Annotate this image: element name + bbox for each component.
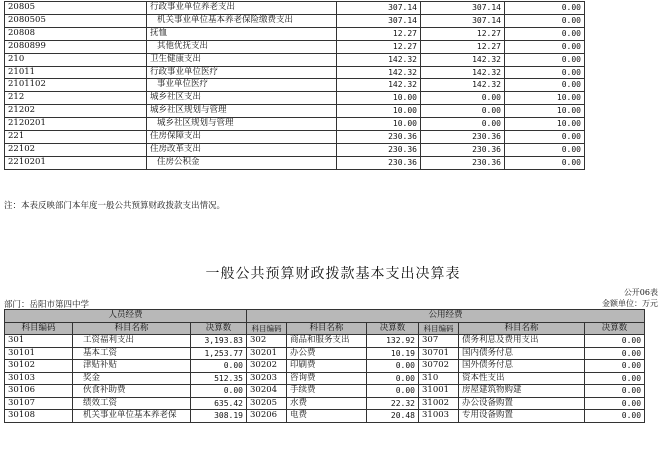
public-code-2: 31002	[419, 397, 459, 410]
personnel-name: 基本工资	[73, 347, 191, 360]
form-number: 公开06表	[623, 288, 658, 297]
row-total: 10.00	[337, 92, 421, 105]
table-row	[5, 92, 585, 105]
row-name: 住房改革支出	[147, 143, 337, 156]
table-row	[5, 347, 645, 360]
row-project: 0.00	[505, 53, 585, 66]
row-basic: 230.36	[421, 143, 505, 156]
public-amount: 0.00	[367, 360, 419, 373]
row-basic: 142.32	[421, 79, 505, 92]
col-name-3: 科目名称	[459, 322, 585, 335]
table-row	[5, 410, 645, 423]
row-basic: 307.14	[421, 14, 505, 27]
table-note: 注：本表反映部门本年度一般公共预算财政拨款支出情况。	[4, 201, 226, 211]
col-amount: 决算数	[191, 322, 247, 335]
row-code: 21202	[5, 105, 147, 118]
row-total: 142.32	[337, 66, 421, 79]
col-amount-3: 决算数	[585, 322, 645, 335]
public-name: 水费	[287, 397, 367, 410]
row-project: 0.00	[505, 131, 585, 144]
public-code-2: 30702	[419, 360, 459, 373]
row-total: 12.27	[337, 27, 421, 40]
row-name: 城乡社区规划与管理	[147, 105, 337, 118]
page-title: 一般公共预算财政拨款基本支出决算表	[205, 266, 461, 282]
row-name: 其他优抚支出	[147, 40, 337, 53]
public-name-2: 国内债务付息	[459, 347, 585, 360]
row-total: 307.14	[337, 14, 421, 27]
row-code: 212	[5, 92, 147, 105]
row-name: 城乡社区支出	[147, 92, 337, 105]
department-label: 部门：岳阳市第四中学	[4, 300, 90, 310]
col-amount-2: 决算数	[367, 322, 419, 335]
row-project: 0.00	[505, 40, 585, 53]
row-basic: 230.36	[421, 131, 505, 144]
public-amount-2: 0.00	[585, 397, 645, 410]
row-name: 行政事业单位养老支出	[147, 2, 337, 15]
row-total: 10.00	[337, 105, 421, 118]
row-basic: 12.27	[421, 40, 505, 53]
table-row	[5, 335, 645, 348]
public-name: 手续费	[287, 385, 367, 398]
public-name: 办公费	[287, 347, 367, 360]
personnel-code: 30106	[5, 385, 73, 398]
personnel-header: 人员经费	[5, 310, 247, 323]
row-basic: 307.14	[421, 2, 505, 15]
row-basic: 0.00	[421, 105, 505, 118]
row-name: 住房保障支出	[147, 131, 337, 144]
row-project: 0.00	[505, 14, 585, 27]
table-row	[5, 53, 585, 66]
public-amount: 10.19	[367, 347, 419, 360]
expenditure-table	[4, 1, 585, 170]
col-code-2: 科目编码	[247, 322, 287, 335]
personnel-amount: 512.35	[191, 372, 247, 385]
public-name-2: 专用设备购置	[459, 410, 585, 423]
row-name: 机关事业单位基本养老保险缴费支出	[147, 14, 337, 27]
table-row	[5, 385, 645, 398]
table-row	[5, 66, 585, 79]
row-basic: 0.00	[421, 92, 505, 105]
public-amount-2: 0.00	[585, 360, 645, 373]
public-code-2: 310	[419, 372, 459, 385]
row-code: 2080505	[5, 14, 147, 27]
public-code-2: 31003	[419, 410, 459, 423]
personnel-name: 工资福利支出	[73, 335, 191, 348]
row-code: 22102	[5, 143, 147, 156]
public-code: 30202	[247, 360, 287, 373]
personnel-name: 机关事业单位基本养老保	[73, 410, 191, 423]
public-name: 印刷费	[287, 360, 367, 373]
row-name: 住房公积金	[147, 156, 337, 169]
personnel-code: 30101	[5, 347, 73, 360]
table-row	[5, 14, 585, 27]
row-code: 2210201	[5, 156, 147, 169]
row-total: 142.32	[337, 53, 421, 66]
row-name: 城乡社区规划与管理	[147, 118, 337, 131]
public-amount-2: 0.00	[585, 410, 645, 423]
row-total: 12.27	[337, 40, 421, 53]
personnel-amount: 635.42	[191, 397, 247, 410]
row-total: 142.32	[337, 79, 421, 92]
public-code: 302	[247, 335, 287, 348]
public-name-2: 办公设备购置	[459, 397, 585, 410]
row-project: 0.00	[505, 66, 585, 79]
personnel-code: 30103	[5, 372, 73, 385]
row-basic: 0.00	[421, 118, 505, 131]
row-name: 卫生健康支出	[147, 53, 337, 66]
basic-expenditure-table	[4, 309, 645, 423]
public-header: 公用经费	[247, 310, 645, 323]
table-row	[5, 27, 585, 40]
row-basic: 12.27	[421, 27, 505, 40]
public-amount-2: 0.00	[585, 372, 645, 385]
table-row	[5, 372, 645, 385]
table-row	[5, 118, 585, 131]
row-total: 230.36	[337, 156, 421, 169]
personnel-amount: 308.19	[191, 410, 247, 423]
public-amount: 132.92	[367, 335, 419, 348]
public-amount: 0.00	[367, 372, 419, 385]
personnel-amount: 0.00	[191, 385, 247, 398]
row-code: 21011	[5, 66, 147, 79]
row-basic: 142.32	[421, 53, 505, 66]
row-name: 抚恤	[147, 27, 337, 40]
public-code-2: 307	[419, 335, 459, 348]
public-name: 电费	[287, 410, 367, 423]
row-code: 20808	[5, 27, 147, 40]
public-amount: 20.48	[367, 410, 419, 423]
public-code: 30203	[247, 372, 287, 385]
table-row	[5, 105, 585, 118]
public-amount-2: 0.00	[585, 347, 645, 360]
personnel-amount: 0.00	[191, 360, 247, 373]
col-name: 科目名称	[73, 322, 191, 335]
row-total: 307.14	[337, 2, 421, 15]
table-row	[5, 360, 645, 373]
public-name: 商品和服务支出	[287, 335, 367, 348]
table-row	[5, 79, 585, 92]
row-code: 20805	[5, 2, 147, 15]
table-row	[5, 397, 645, 410]
table-row	[5, 131, 585, 144]
row-project: 10.00	[505, 92, 585, 105]
public-name-2: 国外债务付息	[459, 360, 585, 373]
public-code: 30201	[247, 347, 287, 360]
row-project: 10.00	[505, 118, 585, 131]
personnel-name: 伙食补助费	[73, 385, 191, 398]
row-project: 10.00	[505, 105, 585, 118]
row-code: 221	[5, 131, 147, 144]
col-code-3: 科目编码	[419, 322, 459, 335]
public-name-2: 资本性支出	[459, 372, 585, 385]
row-code: 2120201	[5, 118, 147, 131]
personnel-name: 奖金	[73, 372, 191, 385]
public-name: 咨询费	[287, 372, 367, 385]
personnel-code: 30107	[5, 397, 73, 410]
public-amount: 22.32	[367, 397, 419, 410]
row-code: 2101102	[5, 79, 147, 92]
public-code: 30204	[247, 385, 287, 398]
public-code: 30206	[247, 410, 287, 423]
public-code-2: 31001	[419, 385, 459, 398]
personnel-amount: 1,253.77	[191, 347, 247, 360]
public-amount-2: 0.00	[585, 385, 645, 398]
personnel-code: 301	[5, 335, 73, 348]
row-name: 行政事业单位医疗	[147, 66, 337, 79]
row-code: 2080899	[5, 40, 147, 53]
public-amount-2: 0.00	[585, 335, 645, 348]
table-row	[5, 156, 585, 169]
row-project: 0.00	[505, 27, 585, 40]
row-project: 0.00	[505, 2, 585, 15]
row-total: 10.00	[337, 118, 421, 131]
col-name-2: 科目名称	[287, 322, 367, 335]
table-row	[5, 40, 585, 53]
row-project: 0.00	[505, 143, 585, 156]
row-name: 事业单位医疗	[147, 79, 337, 92]
row-code: 210	[5, 53, 147, 66]
row-project: 0.00	[505, 79, 585, 92]
row-project: 0.00	[505, 156, 585, 169]
public-amount: 0.00	[367, 385, 419, 398]
personnel-code: 30102	[5, 360, 73, 373]
public-code-2: 30701	[419, 347, 459, 360]
row-basic: 230.36	[421, 156, 505, 169]
row-total: 230.36	[337, 143, 421, 156]
row-total: 230.36	[337, 131, 421, 144]
unit-label: 金额单位：万元	[602, 299, 658, 308]
table-row	[5, 2, 585, 15]
personnel-amount: 3,193.83	[191, 335, 247, 348]
public-name-2: 债务利息及费用支出	[459, 335, 585, 348]
personnel-code: 30108	[5, 410, 73, 423]
table-row	[5, 143, 585, 156]
col-code: 科目编码	[5, 322, 73, 335]
row-basic: 142.32	[421, 66, 505, 79]
public-code: 30205	[247, 397, 287, 410]
public-name-2: 房屋建筑物购建	[459, 385, 585, 398]
personnel-name: 绩效工资	[73, 397, 191, 410]
personnel-name: 津贴补贴	[73, 360, 191, 373]
